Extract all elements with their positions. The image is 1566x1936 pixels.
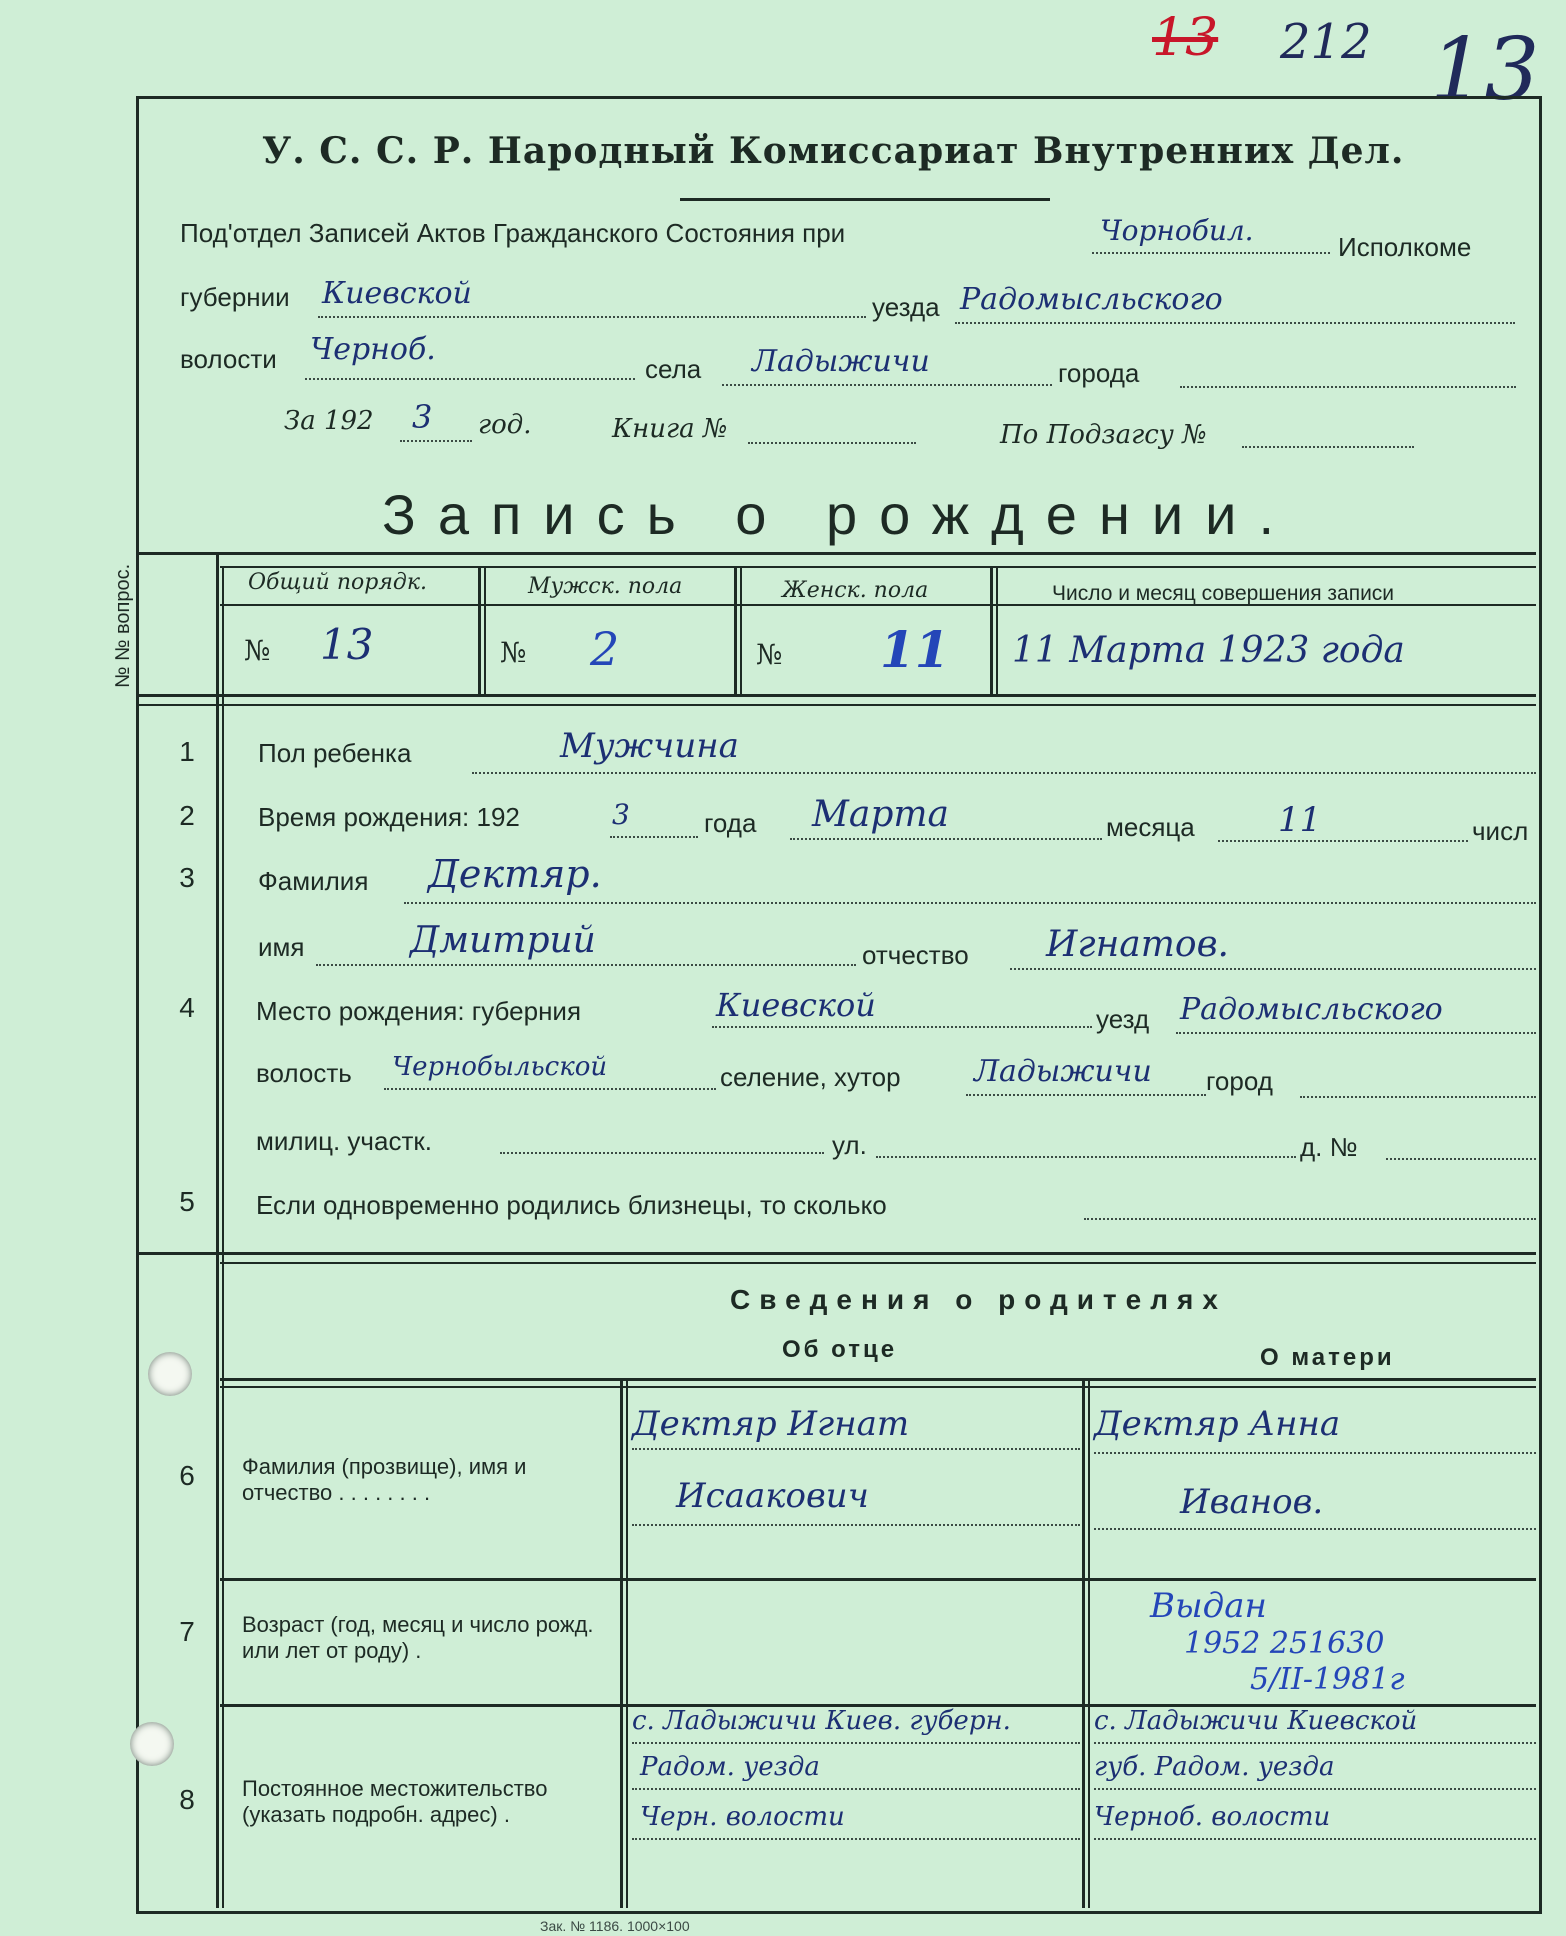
male-label: Мужск. пола <box>528 574 683 599</box>
q4-uezd-label: уезд <box>1096 1004 1150 1034</box>
q2-month-label: месяца <box>1106 812 1195 842</box>
index-col-divider-1b <box>484 566 486 694</box>
index-col-divider-2b <box>740 566 742 694</box>
q4-street-line <box>876 1156 1296 1158</box>
q5-label: Если одновременно родились близнецы, то сколько <box>256 1190 887 1220</box>
q2-year-digit: 3 <box>612 798 630 831</box>
subdept-value: Чорнобил. <box>1100 214 1254 247</box>
general-label: Общий порядк. <box>248 570 427 595</box>
parents-col-divider-2 <box>1082 1380 1085 1908</box>
footer-print: Зак. № 1186. 1000×100 <box>540 1918 690 1934</box>
q6-father-rule-2 <box>632 1524 1080 1526</box>
selo-label: села <box>645 354 702 384</box>
q3-name-value: Дмитрий <box>410 920 596 961</box>
executive-label: Исполкоме <box>1338 232 1472 262</box>
father-header: Об отце <box>782 1336 898 1363</box>
q4-city-line <box>1300 1096 1536 1098</box>
index-col-divider-3b <box>996 566 998 694</box>
q6-number: 6 <box>179 1460 195 1491</box>
q4-village-line <box>966 1094 1206 1096</box>
q3-number: 3 <box>179 862 195 893</box>
q2-month-line <box>790 838 1102 840</box>
subdept-label: Под'отдел Записей Актов Гражданского Состояния при <box>180 218 846 248</box>
q4-militia-label: милиц. участк. <box>256 1126 432 1156</box>
q6-mother-rule-2 <box>1094 1528 1536 1530</box>
female-value: 11 <box>880 620 950 679</box>
row6-bottom-line <box>220 1578 1536 1581</box>
selo-value: Ладыжичи <box>752 344 930 379</box>
q3-name-line <box>316 964 856 966</box>
title-underline <box>680 198 1050 201</box>
q4-volost-label: волость <box>256 1058 352 1088</box>
q8-mother-line-2: губ. Радом. уезда <box>1094 1752 1335 1782</box>
q8-label: Постоянное местожительство (указать подробн. адрес) . <box>242 1776 548 1827</box>
q2-day-line <box>1218 840 1468 842</box>
q4-house-line <box>1386 1158 1536 1160</box>
index-top-line <box>136 552 1536 555</box>
gorod-label: города <box>1058 358 1140 388</box>
q4-village-value: Ладыжичи <box>974 1054 1152 1089</box>
q4-label: Место рождения: губерния <box>256 996 582 1026</box>
q6-father-line-1: Дектяр Игнат <box>632 1404 910 1444</box>
q8-mother-rule-1 <box>1094 1742 1536 1744</box>
q6-mother-rule-1 <box>1094 1452 1536 1454</box>
parents-header-line <box>220 1378 1536 1381</box>
male-num-sign: № <box>500 636 527 669</box>
q4-militia-line <box>500 1152 824 1154</box>
male-value: 2 <box>590 622 620 676</box>
gorod-line <box>1180 386 1516 388</box>
q8-father-line-3: Черн. волости <box>640 1802 845 1832</box>
index-top-line-inner <box>220 566 1536 568</box>
gubernia-label: губернии <box>180 282 290 312</box>
record-title: Запись о рождении. <box>382 483 1296 546</box>
year-line <box>400 440 472 442</box>
subsection-label: По Подзагсу № <box>1000 420 1207 450</box>
volost-line <box>305 378 635 380</box>
q8-mother-line-1: с. Ладыжичи Киевской <box>1094 1706 1418 1736</box>
parents-col-divider-1 <box>620 1380 623 1908</box>
q8-father-rule-1 <box>632 1742 1080 1744</box>
q8-father-rule-2 <box>632 1788 1080 1790</box>
index-bottom-line-inner <box>136 704 1536 706</box>
general-value: 13 <box>320 620 374 669</box>
year-suffix: год. <box>478 410 532 440</box>
q6-father-line-2: Исаакович <box>676 1476 869 1516</box>
q2-number: 2 <box>179 800 195 831</box>
q6-mother-line-2: Иванов. <box>1180 1482 1324 1522</box>
q2-year-line <box>610 836 698 838</box>
uezd-line <box>955 322 1515 324</box>
q8-number: 8 <box>179 1784 195 1815</box>
punch-hole-bottom <box>130 1722 174 1766</box>
q4-uezd-value: Радомысльского <box>1180 992 1443 1027</box>
q1-value: Мужчина <box>560 726 739 766</box>
parents-top-line <box>136 1252 1536 1255</box>
q4-street-label: ул. <box>832 1130 867 1160</box>
mother-header: О матери <box>1260 1344 1395 1371</box>
q1-label: Пол ребенка <box>258 738 412 768</box>
q5-line <box>1084 1218 1536 1220</box>
q1-number: 1 <box>179 736 195 767</box>
year-digit: 3 <box>412 398 433 436</box>
general-num-sign: № <box>244 634 271 667</box>
q3-value: Дектяр. <box>428 852 602 896</box>
volost-label: волости <box>180 344 277 374</box>
q8-mother-rule-3 <box>1094 1838 1536 1840</box>
q4-gubernia-line <box>712 1026 1092 1028</box>
q4-uezd-line <box>1176 1032 1536 1034</box>
index-col-divider-2 <box>734 566 737 694</box>
book-line <box>748 442 916 444</box>
selo-line <box>722 384 1052 386</box>
q3-line <box>404 902 1536 904</box>
q7-mother-line-2: 1952 251630 <box>1184 1626 1385 1661</box>
q2-label: Время рождения: 192 <box>258 802 520 832</box>
index-col-divider-3 <box>990 566 993 694</box>
q4-house-label: д. № <box>1300 1132 1358 1162</box>
index-col-divider-0 <box>216 552 219 1908</box>
subdept-line <box>1092 252 1330 254</box>
q4-number: 4 <box>179 992 195 1023</box>
subsection-line <box>1242 446 1414 448</box>
q8-father-rule-3 <box>632 1838 1080 1840</box>
index-side-label: № № вопрос. <box>112 563 134 688</box>
q2-month-value: Марта <box>812 794 949 835</box>
archive-struck-number: 13 <box>1152 8 1219 68</box>
q8-mother-rule-2 <box>1094 1788 1536 1790</box>
header-title: У. С. С. Р. Народный Комиссариат Внутренних Дел. <box>262 130 1405 172</box>
q1-line <box>472 772 1536 774</box>
year-prefix: За 192 <box>284 406 374 436</box>
q2-day-value: 11 <box>1278 800 1322 840</box>
q4-volost-value: Чернобыльской <box>392 1052 608 1082</box>
date-label: Число и месяц совершения записи <box>1052 582 1395 605</box>
q4-gubernia-value: Киевской <box>716 986 876 1024</box>
q6-father-rule-1 <box>632 1448 1080 1450</box>
q7-label: Возраст (год, месяц и число рожд. или лет от роду) . <box>242 1612 594 1663</box>
female-num-sign: № <box>756 638 783 671</box>
q8-mother-line-3: Черноб. волости <box>1094 1802 1331 1832</box>
q7-number: 7 <box>179 1616 195 1647</box>
female-label: Женск. пола <box>782 578 929 603</box>
q5-number: 5 <box>179 1186 195 1217</box>
q4-volost-line <box>384 1088 716 1090</box>
q3-label: Фамилия <box>258 866 369 896</box>
q6-label: Фамилия (прозвище), имя и отчество . . . . . . . . <box>242 1454 527 1505</box>
parents-col-divider-2b <box>1088 1380 1090 1908</box>
index-col-divider-1 <box>478 566 481 694</box>
q3-name-label: имя <box>258 932 305 962</box>
uezd-value: Радомысльского <box>960 282 1223 317</box>
q3-patronymic-value: Игнатов. <box>1046 924 1229 965</box>
index-bottom-line <box>136 694 1536 697</box>
q2-day-label: числ <box>1472 816 1529 846</box>
volost-value: Черноб. <box>310 332 436 367</box>
q7-mother-line-3: 5/II-1981г <box>1250 1662 1405 1697</box>
q3-patronymic-line <box>1010 968 1536 970</box>
q2-year-word: года <box>704 808 757 838</box>
q7-mother-line-1: Выдан <box>1150 1586 1267 1626</box>
parents-top-line-inner <box>220 1262 1536 1264</box>
q8-father-line-2: Радом. уезда <box>640 1752 820 1782</box>
parents-col-divider-1b <box>626 1380 628 1908</box>
q8-father-line-1: с. Ладыжичи Киев. губерн. <box>632 1706 1011 1736</box>
uezd-label: уезда <box>872 292 940 322</box>
gubernia-value: Киевской <box>322 276 472 311</box>
date-value: 11 Марта 1923 года <box>1012 630 1405 671</box>
q4-village-label: селение, хутор <box>720 1062 901 1092</box>
book-label: Книга № <box>612 414 728 444</box>
q4-city-label: город <box>1206 1066 1273 1096</box>
q6-mother-line-1: Дектяр Анна <box>1094 1404 1341 1444</box>
archive-sheet-number: 13 <box>1430 20 1540 120</box>
parents-header-line-inner <box>220 1386 1536 1388</box>
parents-title: Сведения о родителях <box>730 1284 1227 1315</box>
q3-patronymic-label: отчество <box>862 940 969 970</box>
archive-page-number: 212 <box>1280 14 1372 70</box>
gubernia-line <box>318 316 866 318</box>
punch-hole-top <box>148 1352 192 1396</box>
